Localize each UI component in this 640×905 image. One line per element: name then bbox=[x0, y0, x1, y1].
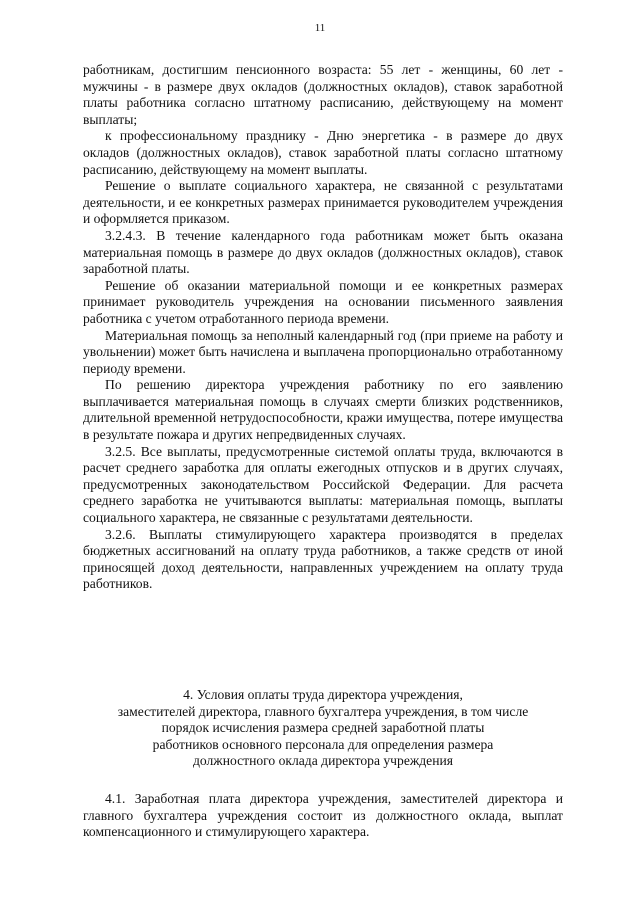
paragraph: 4.1. Заработная плата директора учреждения, заместителей директора и главного бухгалтера учреждения состоит из должностного оклада, выплат компенсационного и стимулирующего характера. bbox=[83, 791, 563, 840]
paragraph: 3.2.4.3. В течение календарного года работникам может быть оказана материальная помощь в размере до двух окладов (должностных окладов), ставок заработной платы. bbox=[83, 227, 563, 277]
section-heading bbox=[83, 687, 563, 770]
paragraph: Решение о выплате социального характера, не связанной с результатами деятельности, и ее конкретных размерах принимается руководителем учреждения и оформляется приказом. bbox=[83, 178, 563, 227]
paragraph: 3.2.6. Выплаты стимулирующего характера производятся в пределах бюджетных ассигнований на оплату труда работников, а также средств от иной приносящей доход деятельности, направленных учреждением на оплату труда работников. bbox=[83, 526, 563, 592]
section-heading-line: заместителей директора, главного бухгалтера учреждения, в том числе bbox=[117, 703, 529, 719]
paragraph: Решение об оказании материальной помощи и ее конкретных размерах принимает руководитель учреждения на основании письменного заявления работника с учетом отработанного периода времени. bbox=[83, 277, 563, 326]
section-heading-line: 4. Условия оплаты труда директора учреждения, bbox=[183, 687, 463, 702]
paragraph: работникам, достигшим пенсионного возраста: 55 лет - женщины, 60 лет - мужчины - в размере двух окладов (должностных окладов), ставок заработной платы работника согласно штатному расписанию, действующему на момент выплаты; bbox=[83, 62, 563, 127]
paragraph: 3.2.5. Все выплаты, предусмотренные системой оплаты труда, включаются в расчет среднего заработка для оплаты ежегодных отпусков и в других случаях, предусмотренных законодательством Российской Федерации. Для расчета среднего заработка не учитываются выплаты: материальная помощь, выплаты социального характера, не связанные с результатами деятельности. bbox=[83, 443, 563, 526]
section-heading-line: порядок исчисления размера средней заработной платы bbox=[161, 720, 485, 736]
body-text bbox=[83, 62, 563, 593]
page-number: 11 bbox=[314, 22, 326, 34]
paragraph: Материальная помощь за неполный календарный год (при приеме на работу и увольнении) может быть начислена и выплачена пропорционально отработанному периоду времени. bbox=[83, 327, 563, 376]
section-heading-line: должностного оклада директора учреждения bbox=[192, 753, 453, 769]
paragraph: к профессиональному празднику - Дню энергетика - в размере до двух окладов (должностных окладов), ставок заработной платы согласно штатному расписанию, действующему на момент выплаты. bbox=[83, 128, 563, 177]
paragraph: По решению директора учреждения работнику по его заявлению выплачивается материальная помощь в случаях смерти близких родственников, длительной временной нетрудоспособности, кражи имущества, потере имущества в результате пожара и других непредвиденных случаях. bbox=[83, 377, 563, 443]
section-heading-line: работников основного персонала для определения размера bbox=[152, 736, 494, 752]
section-body bbox=[83, 791, 563, 841]
